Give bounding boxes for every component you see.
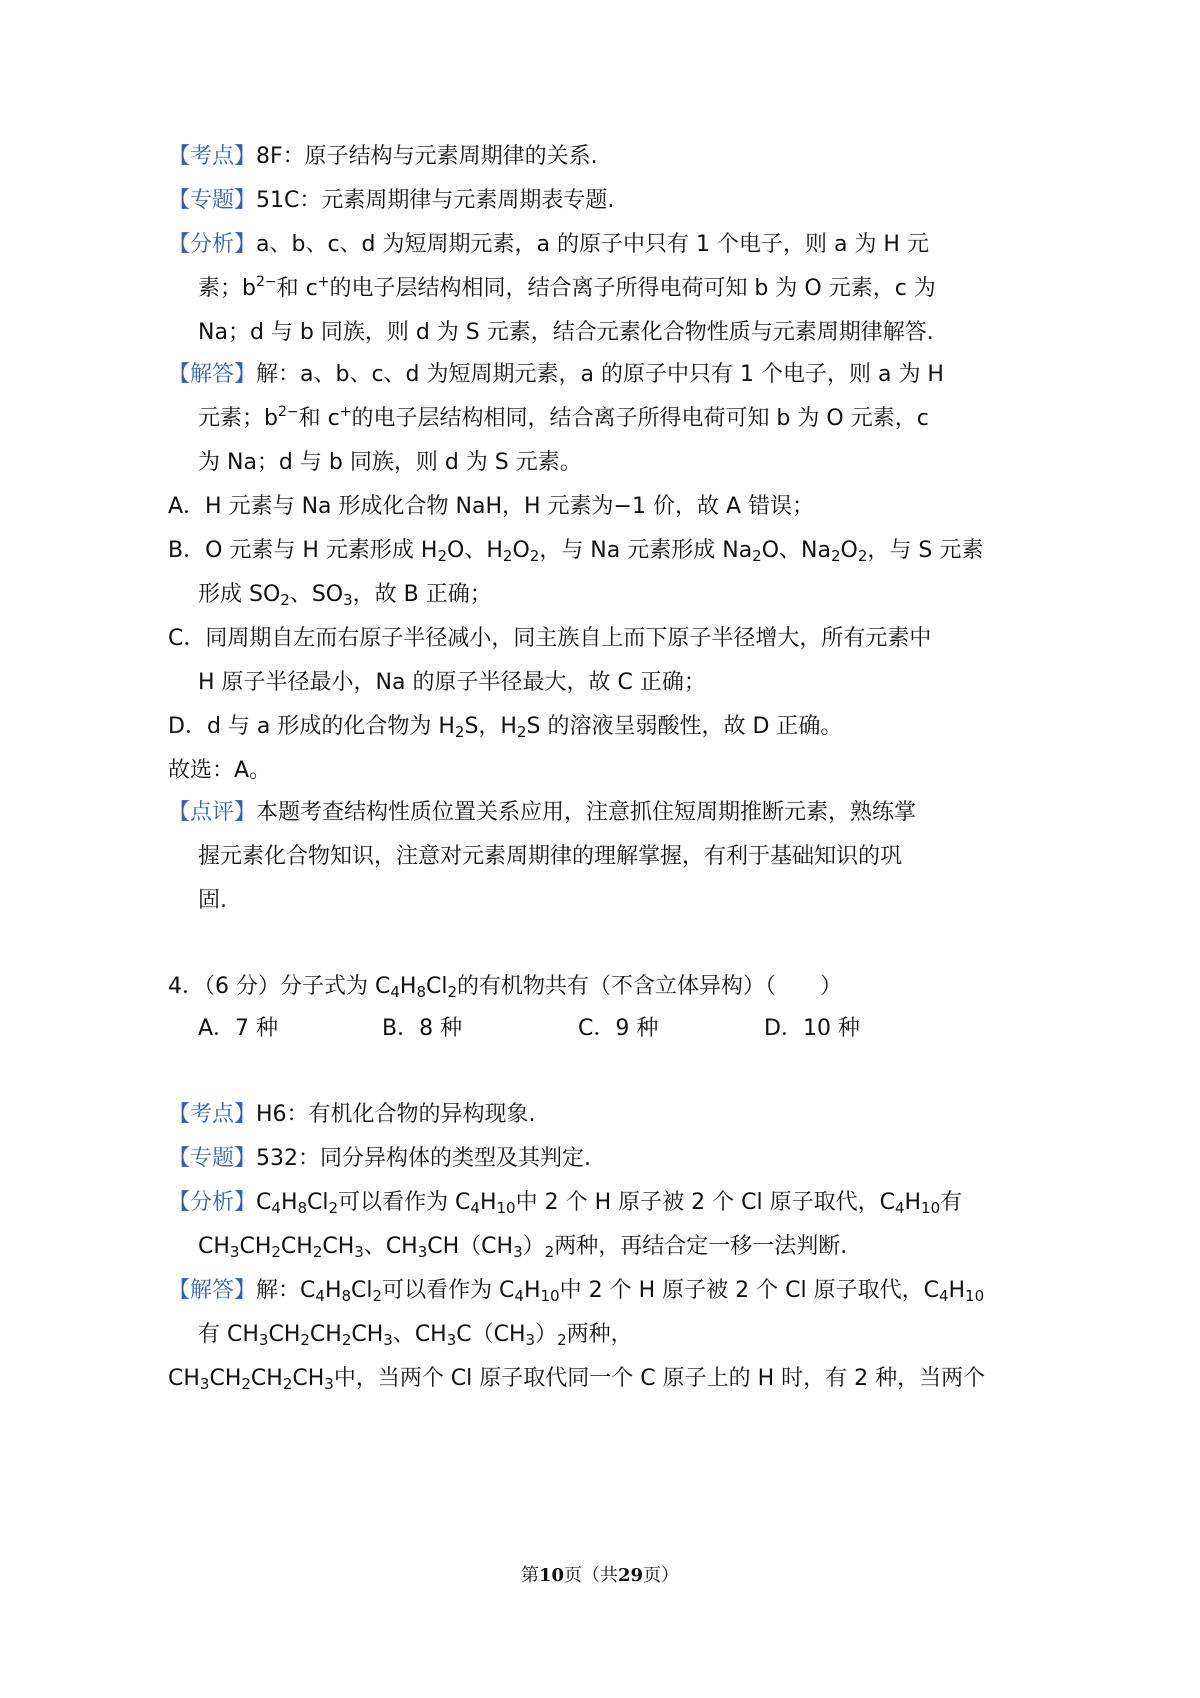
jieda-line-2: 元素；$b^{2-}$和 c+的电子层结构相同，结合离子所得电荷可知 b 为 O 元素，c bbox=[198, 404, 929, 431]
choice-a: A．7 种 bbox=[198, 1016, 279, 1041]
jieda-2-line-1: 【解答】解：$C_4H_8Cl_2$可以看作为 $C_4H_{10}$中 2 个 H 原子被 2 个 Cl 原子取代，$C_4H_{10}$ bbox=[168, 1278, 985, 1305]
option-d-analysis: D．d 与 a 形成的化合物为 $H_2S$，$H_2S$ 的溶液呈弱酸性，故 D 正确。 bbox=[168, 714, 843, 741]
fenxi-tag-2: 【分析】 bbox=[168, 1190, 257, 1215]
jieda-tag: 【解答】 bbox=[168, 362, 257, 387]
choice-c: C．9 种 bbox=[578, 1016, 659, 1041]
current-page-number: 10 bbox=[538, 1565, 564, 1586]
dianping-line-1: 【点评】本题考查结构性质位置关系应用，注意抓住短周期推断元素，熟练掌 bbox=[168, 800, 917, 825]
fenxi-2-line-2: $CH_3CH_2CH_2CH_3$、$CH_3CH(CH_3)_2$两种，再结合定一移一法判断. bbox=[198, 1234, 848, 1261]
option-a-analysis: A．H 元素与 Na 形成化合物 NaH，H 元素为−1 价，故 A 错误； bbox=[168, 494, 814, 519]
kaodian-tag: 【考点】 bbox=[168, 144, 257, 169]
dianping-line-2: 握元素化合物知识，注意对元素周期律的理解掌握，有利于基础知识的巩 bbox=[198, 844, 903, 869]
zhuanti-tag: 【专题】 bbox=[168, 188, 257, 213]
fenxi-2-line-1: 【分析】$C_4H_8Cl_2$可以看作为 $C_4H_{10}$中 2 个 H 原子被 2 个 Cl 原子取代，$C_4H_{10}$有 bbox=[168, 1190, 963, 1217]
dianping-tag: 【点评】 bbox=[168, 800, 257, 825]
jieda-line-3: 为 Na；d 与 b 同族，则 d 为 S 元素。 bbox=[198, 450, 582, 475]
fenxi-line-1 bbox=[168, 230, 929, 260]
kaodian-text: 8F：原子结构与元素周期律的关系. bbox=[256, 144, 598, 169]
option-b-analysis-1: B．O 元素与 H 元素形成 $H_2O$、$H_2O_2$，与 Na 元素形成 $Na_2O$、$Na_2O_2$，与 S 元素 bbox=[168, 538, 984, 565]
fenxi-tag: 【分析】 bbox=[168, 232, 257, 257]
zhuanti-text: 51C：元素周期律与元素周期表专题. bbox=[256, 188, 615, 213]
fenxi-text-1: a、b、c、d 为短周期元素，a 的原子中只有 1 个电子，则 a 为 H 元 bbox=[256, 232, 929, 257]
fenxi-line-3: Na；d 与 b 同族，则 d 为 S 元素，结合元素化合物性质与元素周期律解答. bbox=[198, 320, 934, 345]
choice-d: D．10 种 bbox=[764, 1016, 860, 1041]
kaodian-line bbox=[168, 142, 598, 172]
zhuanti-line-2: 【专题】532：同分异构体的类型及其判定. bbox=[168, 1146, 592, 1171]
jieda-text-1: 解：a、b、c、d 为短周期元素，a 的原子中只有 1 个电子，则 a 为 H bbox=[256, 362, 944, 387]
jieda-2-line-3: $CH_3CH_2CH_2CH_3$中，当两个 Cl 原子取代同一个 C 原子上的 H 时，有 2 种，当两个 bbox=[168, 1366, 986, 1393]
zhuanti-tag-2: 【专题】 bbox=[168, 1146, 257, 1171]
kaodian-tag-2: 【考点】 bbox=[168, 1102, 257, 1127]
option-b-analysis-2: 形成 $SO_2$、$SO_3$，故 B 正确； bbox=[198, 582, 492, 609]
choice-b: B．8 种 bbox=[382, 1016, 463, 1041]
question-4-stem: 4．（6 分）分子式为 $C_4H_8Cl_2$的有机物共有（不含立体异构）（ ） bbox=[168, 974, 843, 1001]
jieda-2-line-2: 有 $CH_3CH_2CH_2CH_3$、$CH_3C(CH_3)_2$两种， bbox=[198, 1322, 633, 1349]
answer-choice: 故选：A。 bbox=[168, 758, 272, 783]
jieda-tag-2: 【解答】 bbox=[168, 1278, 257, 1303]
option-c-analysis-1: C．同周期自左而右原子半径减小，同主族自上而下原子半径增大，所有元素中 bbox=[168, 626, 932, 651]
option-c-analysis-2: H 原子半径最小，Na 的原子半径最大，故 C 正确； bbox=[198, 670, 706, 695]
jieda-line-1 bbox=[168, 360, 944, 390]
kaodian-line-2: 【考点】H6：有机化合物的异构现象. bbox=[168, 1102, 536, 1127]
page-footer: 第10页（共29页） bbox=[520, 1565, 680, 1586]
total-pages-number: 29 bbox=[618, 1565, 644, 1586]
dianping-line-3: 固. bbox=[198, 888, 227, 913]
zhuanti-line bbox=[168, 186, 614, 216]
fenxi-line-2: 素；$b^{2-}$和 c+的电子层结构相同，结合离子所得电荷可知 b 为 O 元素，c 为 bbox=[198, 274, 936, 301]
